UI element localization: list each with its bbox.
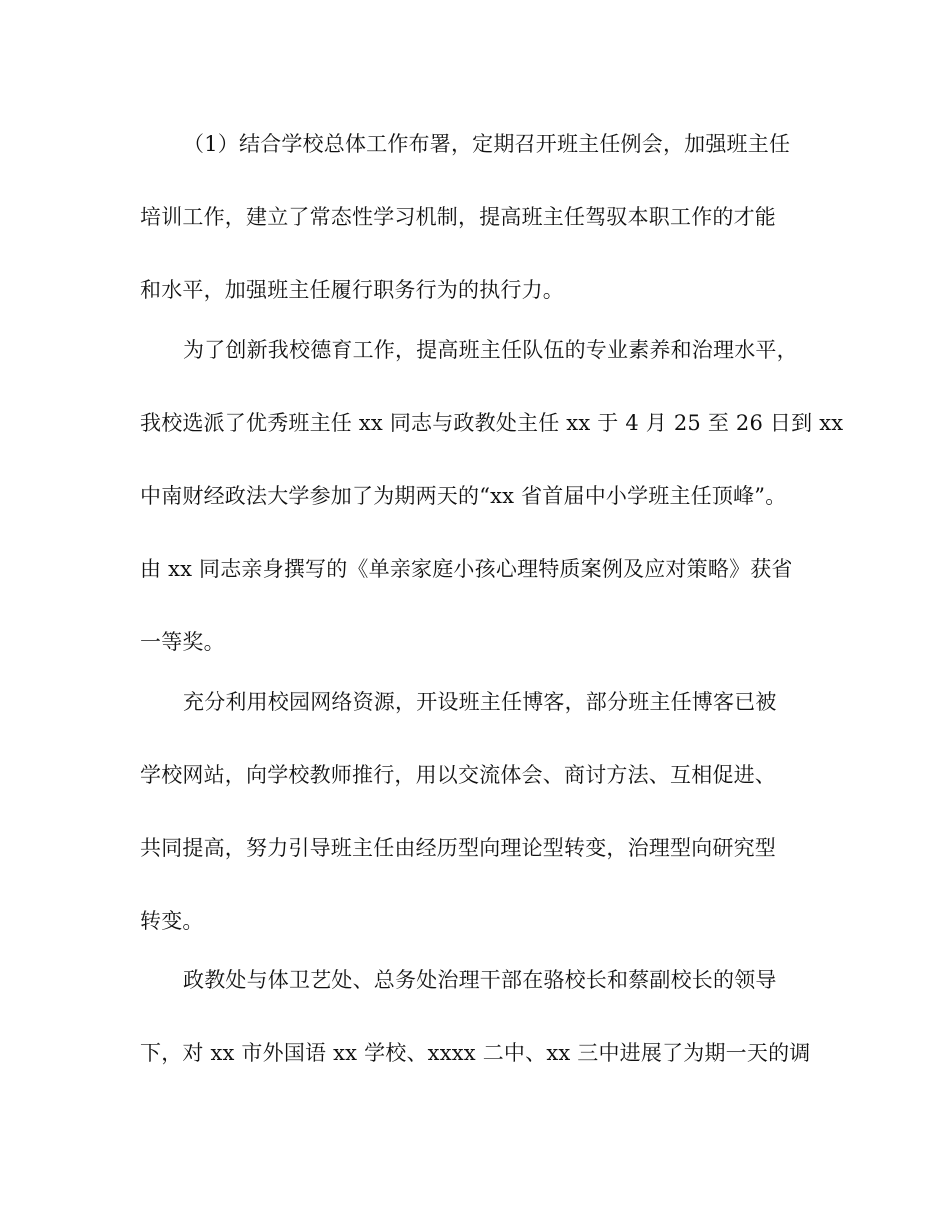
text-line: （1）结合学校总体工作布署，定期召开班主任例会，加强班主任 [183, 132, 791, 156]
text-line: 和水平，加强班主任履行职务行为的执行力。 [140, 278, 564, 302]
text-line: 中南财经政法大学参加了为期两天的“xx 省首届中小学班主任顶峰”。 [140, 484, 787, 508]
text-line: 为了创新我校德育工作，提高班主任队伍的专业素养和治理水平， [183, 338, 798, 362]
text-line: 共同提高，努力引导班主任由经历型向理论型转变，治理型向研究型 [140, 836, 776, 860]
text-line: 一等奖。 [140, 630, 225, 654]
text-line: 学校网站，向学校教师推行，用以交流体会、商讨方法、互相促进、 [140, 763, 776, 787]
text-line: 政教处与体卫艺处、总务处治理干部在骆校长和蔡副校长的领导 [183, 968, 777, 992]
text-line: 由 xx 同志亲身撰写的《单亲家庭小孩心理特质案例及应对策略》获省 [140, 557, 793, 581]
text-line: 下，对 xx 市外国语 xx 学校、xxxx 二中、xx 三中进展了为期一天的调 [140, 1041, 811, 1065]
text-line: 充分利用校园网络资源，开设班主任博客，部分班主任博客已被 [183, 690, 777, 714]
text-line: 我校选派了优秀班主任 xx 同志与政教处主任 xx 于 4 月 25 至 26 日到 xx [140, 411, 844, 435]
text-line: 培训工作，建立了常态性学习机制，提高班主任驾驭本职工作的才能 [140, 205, 776, 229]
text-line: 转变。 [140, 909, 204, 933]
